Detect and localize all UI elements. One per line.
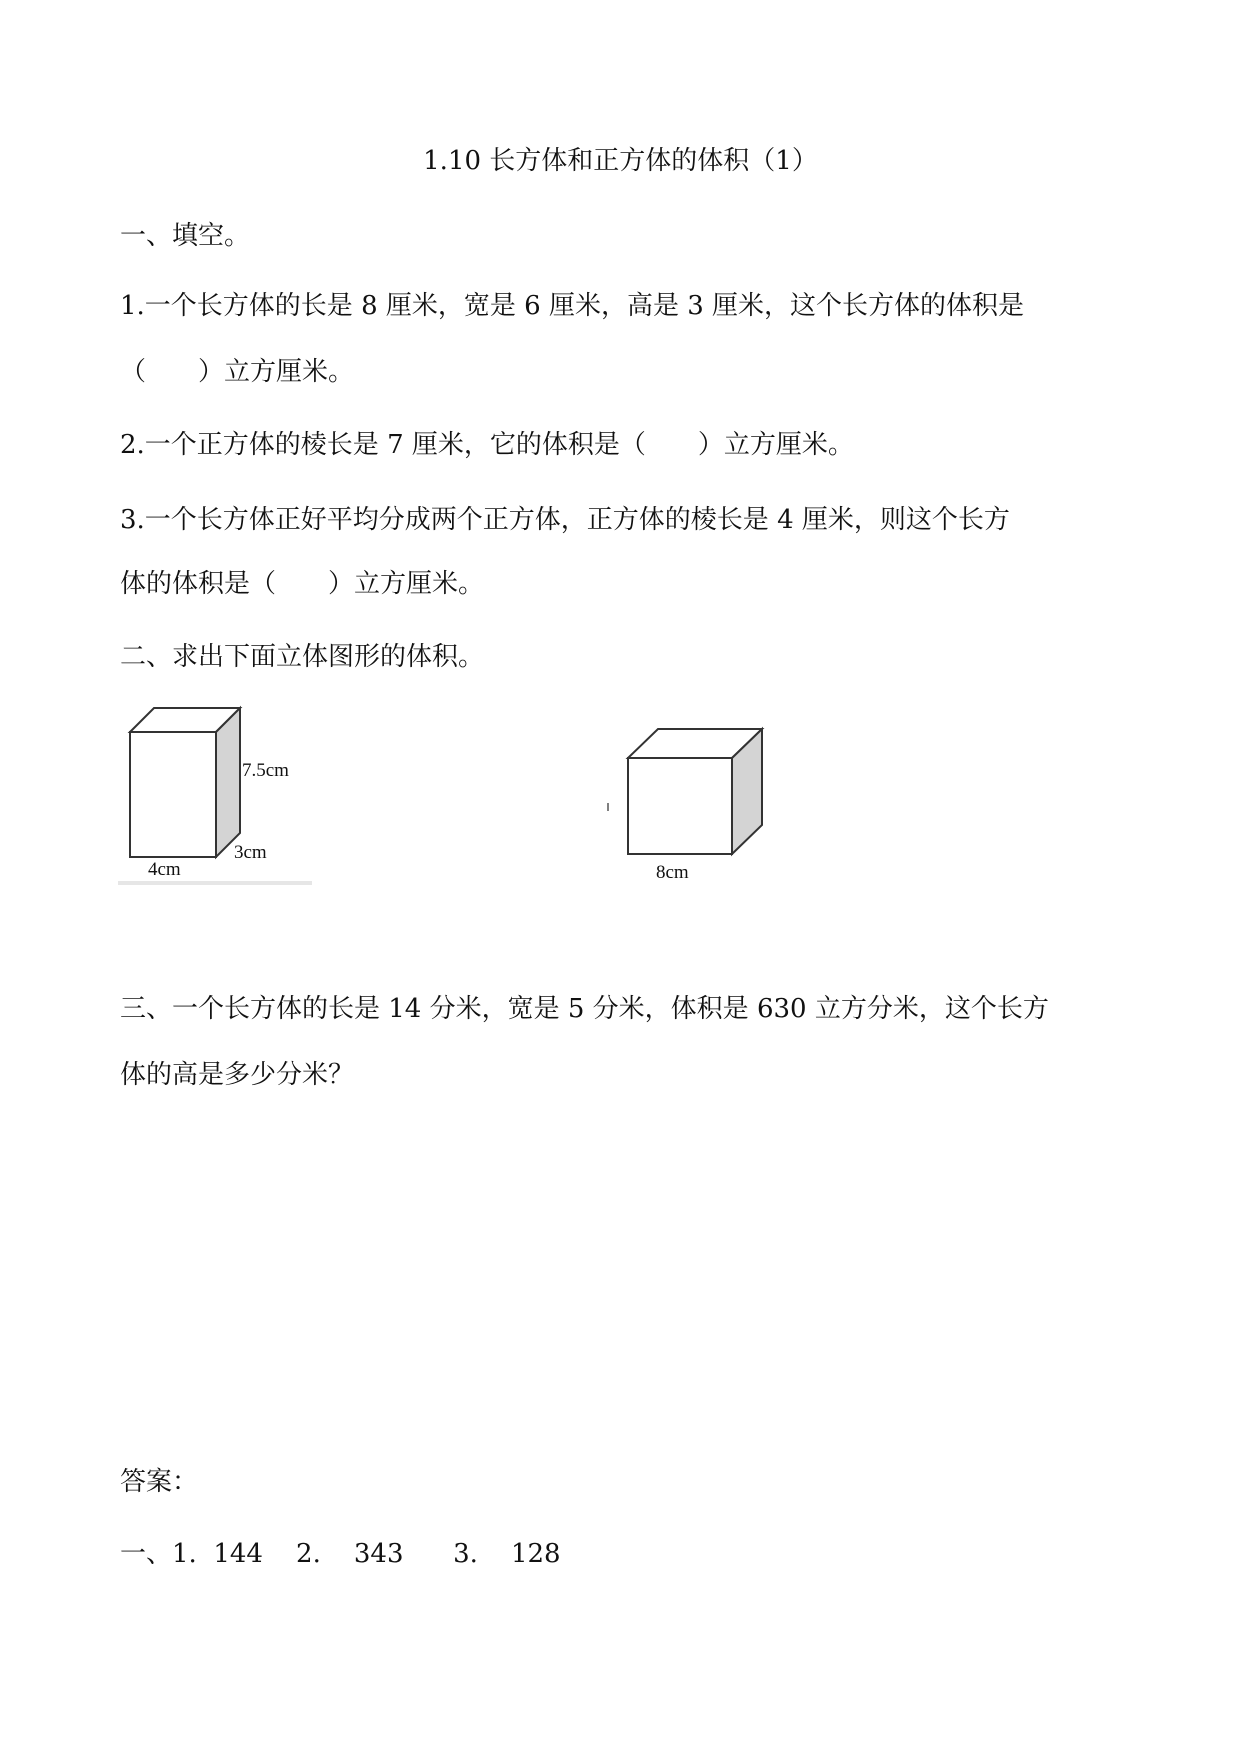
cube-edge-label: 8cm [656, 862, 689, 883]
cube-figure [600, 725, 780, 905]
cuboid-length-label: 4cm [148, 859, 181, 880]
question-3-line-2: 体的体积是（ ）立方厘米。 [120, 569, 485, 599]
cuboid-base-strip [118, 881, 312, 885]
cube-drawing [600, 725, 780, 905]
question-3-line-1: 3.一个长方体正好平均分成两个正方体，正方体的棱长是 4 厘米，则这个长方 [120, 505, 1010, 535]
cuboid-figure [118, 700, 318, 900]
cube-front-face [628, 758, 732, 854]
section2-heading: 二、求出下面立体图形的体积。 [120, 642, 485, 672]
section1-heading: 一、填空。 [120, 221, 251, 251]
section3-line-2: 体的高是多少分米？ [120, 1060, 355, 1090]
question-1-line-2: （ ）立方厘米。 [120, 357, 355, 387]
answers-line-1: 一、1. 144 2. 343 3. 128 [120, 1539, 561, 1569]
question-2: 2.一个正方体的棱长是 7 厘米，它的体积是（ ）立方厘米。 [120, 430, 854, 460]
cuboid-side-face [216, 708, 240, 857]
question-1-line-1: 1.一个长方体的长是 8 厘米，宽是 6 厘米，高是 3 厘米，这个长方体的体积是 [120, 291, 1025, 321]
cuboid-front-face [130, 732, 216, 857]
answers-heading: 答案： [120, 1467, 199, 1497]
cuboid-width-label: 3cm [234, 842, 267, 863]
cuboid-height-label: 7.5cm [242, 760, 289, 781]
section3-line-1: 三、一个长方体的长是 14 分米，宽是 5 分米，体积是 630 立方分米，这个长方 [120, 994, 1049, 1024]
page-title: 1.10 长方体和正方体的体积（1） [423, 146, 818, 176]
